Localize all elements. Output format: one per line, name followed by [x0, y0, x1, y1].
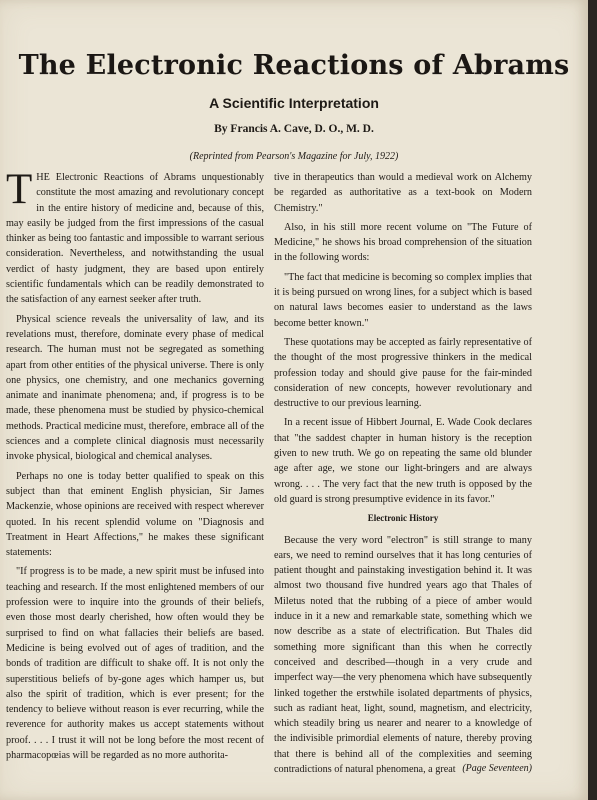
- paragraph: Also, in his still more recent volume on "The Future of Medicine," he shows his broad comprehension of the situation in the following words:: [274, 221, 532, 264]
- article-subtitle: A Scientific Interpretation: [209, 95, 379, 111]
- paragraph-text: HE Electronic Reactions of Abrams unquestionably constitute the most amazing and revolutionary concept in the entire history of medicine and, because of this, may easily be judged from the first impressions of the casual thinker as being too fantastic and impossible to warrant serious consideration. Nevertheless, and notwithstanding the usual verdict of hasty judgment, they are based upon entirely scientific fundamentals which can be readily demonstrated to the satisfaction of any earnest seeker after truth.: [6, 172, 264, 306]
- right-column: [274, 170, 532, 781]
- article-title: The Electronic Reactions of Abrams: [18, 50, 570, 81]
- page-number: (Page Seventeen): [462, 763, 532, 774]
- paragraph: "If progress is to be made, a new spirit must be infused into teaching and research. If the most enlightened members of our profession were to inquire into the grounds of their beliefs, even those most dearly cherished, how often would they be surprised to find on what fallacies their beliefs are based. Medicine is being evolved out of ages of tradition, and the bonds of tradition are difficult to shake off. It is not only the superstitious beliefs of by-gone ages which hamper us, but also the spirit of tradition, which is ever present; for the tendency to believe without reason is ever recurring, while the reverence for authority makes us accept statements without proof. . . . I trust it will not be long before the most recent of pharmacopœias will be regarded as no more authorita-: [6, 566, 264, 761]
- paragraph: Perhaps no one is today better qualified to speak on this subject than that eminent English physician, Sir James Mackenzie, whose opinions are received with respect wherever quoted. In his recent splendid volume on "Diagnosis and Treatment in Heart Affections," he makes these significant statements:: [6, 470, 264, 559]
- section-heading: Electronic History: [367, 513, 439, 524]
- article-byline: By Francis A. Cave, D. O., M. D.: [214, 123, 374, 135]
- reprint-note: [0, 151, 588, 162]
- paragraph: "The fact that medicine is becoming so complex implies that it is being pursued on wrong lines, for a subject which is based on natural laws becomes easier to understand as the laws become better known.": [274, 271, 532, 329]
- left-column: [6, 166, 264, 767]
- paragraph: In a recent issue of Hibbert Journal, E. Wade Cook declares that "the saddest chapter in human history is the reception given to new truth. We go on repeating the same old blunder age after age, we stone our light-bringers and are always wrong. . . . The very fact that the new truth is opposed by the old guard is strong presumptive evidence in its favor.": [274, 417, 532, 505]
- paragraph: Because the very word "electron" is still strange to many ears, we need to remind ourselves that it has long centuries of patient thought and painstaking investigation behind it. It was almost two thousand five hundred years ago that Thales of Miletus noted that the rubbing of a piece of amber would induce in it a new and remarkable state, something which we now describe as a state of electrification. But Thales did something more significant than this when he correctly conceived and described—though in a very crude and imperfect way—the very phenomena which have subsequently linked together the erstwhile isolated departments of physics, such as radiant heat, light, sound, magnetism, and electricity, which steadily bring us nearer and nearer to a knowledge of the indivisible primordial elements of nature, thereby proving that there is behind all of the complexities and seeming contradictions of natural phenomena, a great: [274, 534, 532, 775]
- paragraph: Physical science reveals the universality of law, and its revelations must, therefore, dominate every phase of medical research. The human must not be segregated as something apart from other entities of the physical universe. There is only one physics, one chemistry, and one mechanics governing animate and inanimate phenomena; and, if progress is to be made, these phenomena must be studied by physico-chemical methods. Practical medicine must, therefore, embrace all of the sciences and a complete clinical diagnosis must necessarily invoke physical, biological and chemical analyses.: [6, 313, 264, 463]
- paragraph: These quotations may be accepted as fairly representative of the thought of the most progressive thinkers in the medical profession today and should give pause for the fair-minded consideration of new concepts, however revolutionary and destructive to our previous learning.: [274, 336, 532, 410]
- paragraph: [6, 166, 264, 308]
- paragraph: tive in therapeutics than would a medieval work on Alchemy be regarded as authoritative as a text-book on Modern Chemistry.": [274, 172, 532, 214]
- drop-cap: T: [6, 166, 33, 213]
- reprint-note-text: (Reprinted from Pearson's Magazine for July, 1922): [189, 151, 399, 162]
